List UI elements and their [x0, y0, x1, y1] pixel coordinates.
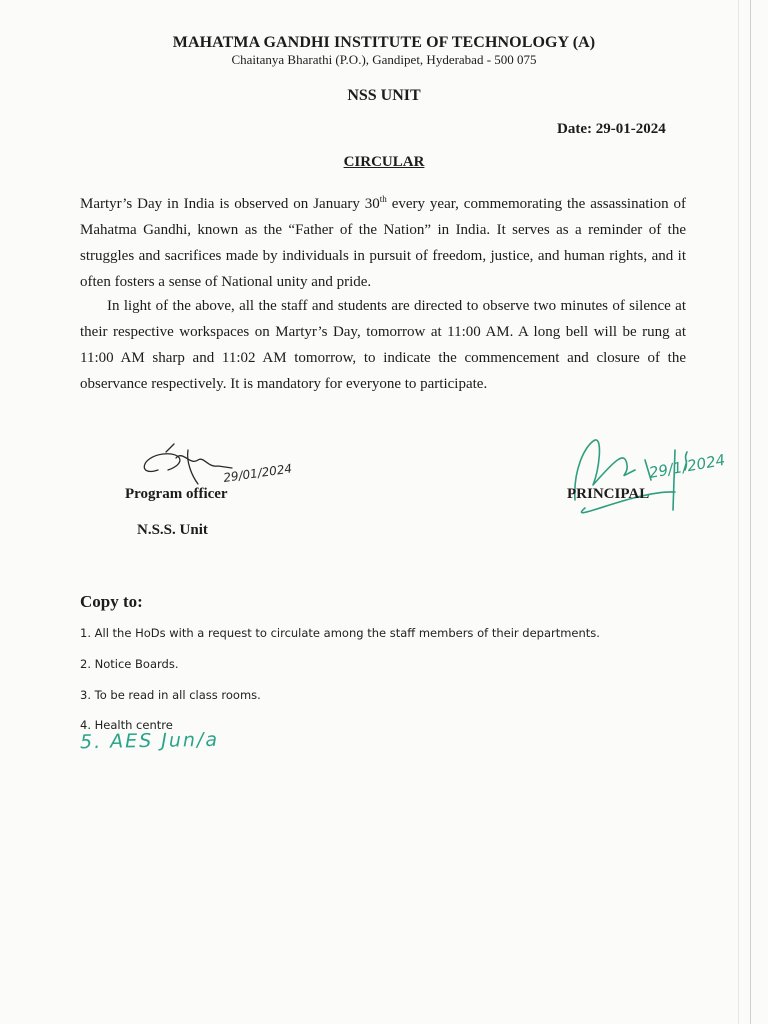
- circular-date: Date: 29-01-2024: [557, 121, 666, 137]
- program-officer-title: Program officer: [125, 486, 228, 502]
- handwritten-copy-addition: 5. AES Jun/a: [79, 728, 220, 754]
- paragraph-1: [80, 186, 686, 295]
- paragraph-1-start: Martyr’s Day in India is observed on January 30: [80, 196, 380, 212]
- copy-to-item: 4. Health centre: [80, 718, 173, 732]
- program-officer-signature-date: 29/01/2024: [222, 461, 293, 485]
- unit-title: NSS UNIT: [347, 87, 421, 104]
- copy-to-heading: Copy to:: [80, 592, 143, 611]
- paragraph-2: In light of the above, all the staff and students are directed to observe two minutes of silence at their respective workspaces on Martyr’s Day, tomorrow at 11:00 AM. A long bell will be rung at 11:00 AM sharp and 11:02 AM tomorrow, to indicate the commencement and closure of the observance respectively. It is mandatory for everyone to participate.: [80, 298, 686, 392]
- institution-address: Chaitanya Bharathi (P.O.), Gandipet, Hyderabad - 500 075: [231, 52, 537, 67]
- circular-title: CIRCULAR: [343, 154, 425, 170]
- copy-to-item: 1. All the HoDs with a request to circulate among the staff members of their departments.: [80, 626, 600, 640]
- program-officer-unit: N.S.S. Unit: [137, 522, 208, 538]
- paragraph-1-rest: every year, commemorating the assassination of Mahatma Gandhi, known as the “Father of the Nation” in India. It serves as a reminder of the struggles and sacrifices made by individuals in pursuit of freedom, justice, and human rights, and it often fosters a sense of National unity and pride.: [80, 196, 686, 290]
- program-officer-signature: [128, 432, 328, 492]
- copy-to-item: 2. Notice Boards.: [80, 657, 179, 671]
- paragraph-1-superscript: th: [379, 194, 387, 204]
- principal-title: PRINCIPAL: [567, 486, 650, 502]
- copy-to-item: 3. To be read in all class rooms.: [80, 688, 261, 702]
- principal-signature: [555, 430, 745, 530]
- institution-name: MAHATMA GANDHI INSTITUTE OF TECHNOLOGY (A): [172, 34, 596, 51]
- principal-signature-date: 29/1/2024: [647, 450, 727, 482]
